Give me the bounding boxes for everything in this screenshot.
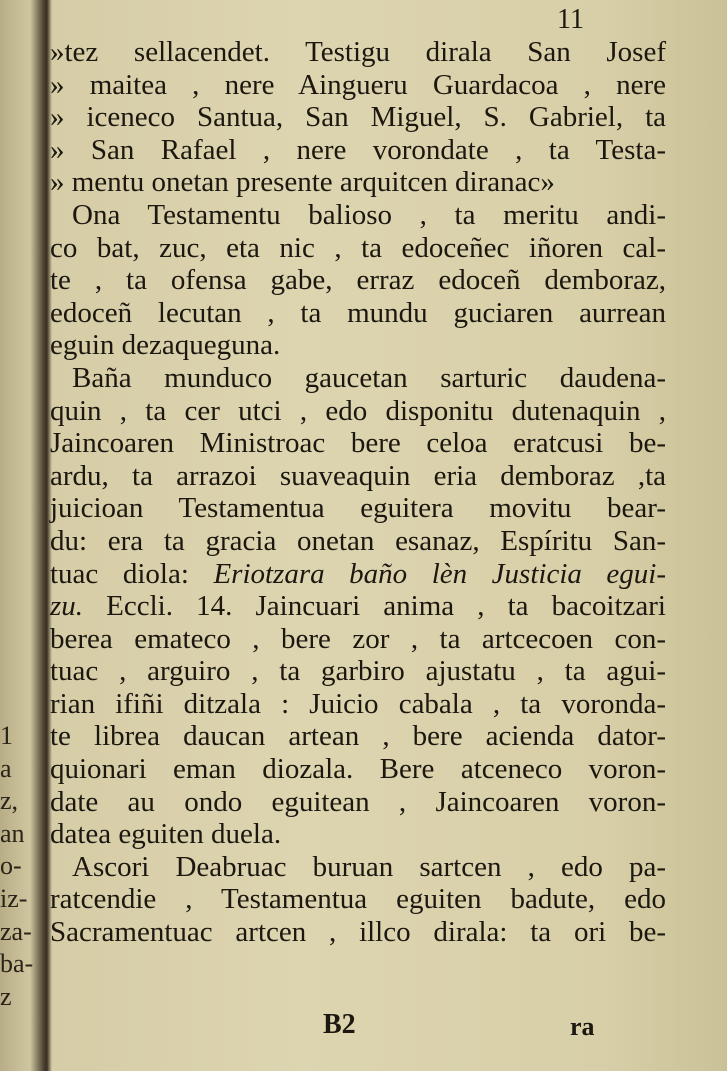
text-line	[50, 590, 666, 623]
text-line	[50, 166, 666, 199]
facing-page-fragment: za-	[0, 916, 32, 946]
facing-page-fragment: z,	[0, 786, 19, 816]
text-line	[50, 134, 666, 167]
text-line	[50, 525, 666, 558]
line-text: quionari eman diozala. Bere atceneco voron-	[50, 753, 666, 786]
line-text: Ona Testamentu balioso , ta meritu andi-	[72, 198, 666, 231]
line-text: » San Rafael , nere vorondate , ta Testa-	[50, 133, 666, 166]
line-text: juicioan Testamentua eguitera movitu bear-	[50, 492, 666, 525]
text-line	[50, 264, 666, 297]
text-line	[50, 69, 666, 102]
text-line	[50, 427, 666, 460]
text-line	[50, 36, 666, 69]
italic-text: zu.	[50, 590, 84, 623]
text-line	[50, 199, 666, 232]
page-number: 11	[557, 4, 584, 35]
text-line	[50, 329, 666, 362]
line-text: berea emateco , bere zor , ta artcecoen con-	[50, 622, 666, 655]
line-text: datea eguiten duela.	[50, 818, 282, 851]
line-text: tuac , arguiro , ta garbiro ajustatu , ta agui-	[50, 655, 666, 688]
line-text: te librea daucan artean , bere acienda dator-	[50, 720, 666, 753]
facing-page-fragment: iz-	[0, 883, 28, 913]
body-text	[50, 36, 666, 949]
text-line	[50, 101, 666, 134]
facing-page-fragment: z	[0, 981, 12, 1011]
line-text: quin , ta cer utci , edo disponitu dutenaquin ,	[50, 394, 666, 427]
line-text: rian ifiñi ditzala : Juicio cabala , ta voronda-	[50, 687, 666, 720]
line-text: Sacramentuac artcen , illco dirala: ta ori be-	[50, 916, 666, 949]
line-text: Eccli. 14. Jaincuari anima , ta bacoitzari	[106, 590, 666, 623]
facing-page-fragment: a	[0, 753, 12, 783]
line-text: Baña munduco gaucetan sarturic daudena-	[72, 361, 666, 394]
text-line	[50, 851, 666, 884]
text-line	[50, 460, 666, 493]
facing-page-edge	[0, 720, 42, 1013]
text-line	[50, 492, 666, 525]
facing-page-fragment: 1	[0, 721, 13, 750]
line-text: ratcendie , Testamentua eguiten badute, edo	[50, 883, 666, 916]
text-line	[50, 916, 666, 949]
text-line	[50, 623, 666, 656]
line-text: » maitea , nere Aingueru Guardacoa , nere	[50, 68, 666, 101]
line-text: » iceneco Santua, San Miguel, S. Gabriel, ta	[50, 101, 666, 134]
text-line	[50, 297, 666, 330]
signature-mark: B2	[323, 1009, 356, 1040]
text-line	[50, 786, 666, 819]
italic-text: Eriotzara baño lèn Justicia egui-	[213, 557, 667, 590]
text-line	[50, 720, 666, 753]
line-text: edoceñ lecutan , ta mundu guciaren aurrean	[50, 296, 666, 329]
text-line	[50, 818, 666, 851]
line-text: »tez sellacendet. Testigu dirala San Josef	[50, 36, 666, 68]
catchword: ra	[570, 1012, 595, 1041]
text-line	[50, 558, 666, 591]
text-line	[50, 688, 666, 721]
line-text: date au ondo eguitean , Jaincoaren voron-	[50, 785, 666, 818]
line-text: co bat, zuc, eta nic , ta edoceñec iñoren cal-	[50, 231, 666, 264]
line-text: Jaincoaren Ministroac bere celoa eratcusi be-	[50, 427, 666, 460]
text-line	[50, 362, 666, 395]
line-text: te , ta ofensa gabe, erraz edoceñ demboraz,	[50, 264, 666, 297]
line-text: du: era ta gracia onetan esanaz, Espíritu San-	[50, 524, 666, 557]
text-line	[50, 395, 666, 428]
line-text: » mentu onetan presente arquitcen diranac»	[50, 166, 555, 199]
facing-page-fragment: an	[0, 818, 25, 848]
text-line	[50, 232, 666, 265]
line-text: eguin dezaqueguna.	[50, 329, 281, 362]
facing-page-fragment: ba-	[0, 949, 34, 979]
line-text: ardu, ta arrazoi suaveaquin eria demboraz ,ta	[50, 459, 666, 492]
facing-page-fragment: o-	[0, 851, 22, 881]
text-line	[50, 753, 666, 786]
text-line	[50, 655, 666, 688]
text-line	[50, 883, 666, 916]
line-text: tuac diola:	[50, 557, 189, 590]
line-text: Ascori Deabruac buruan sartcen , edo pa-	[72, 850, 666, 883]
